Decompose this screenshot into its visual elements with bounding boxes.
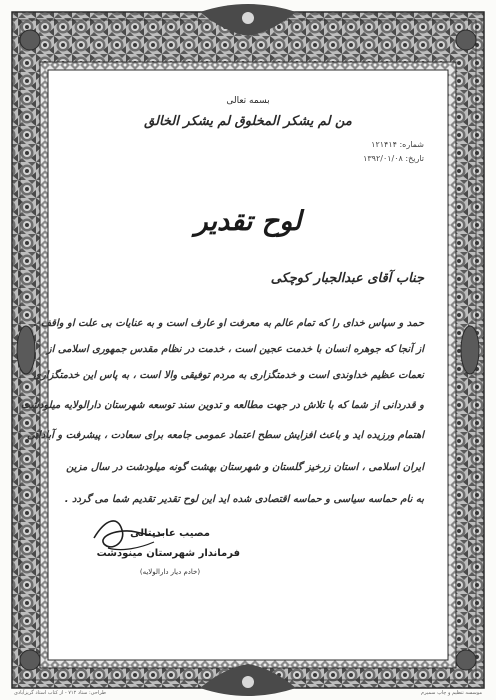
motto-heading: من لم یشکر المخلوق لم یشکر الخالق [144, 114, 352, 129]
signatory-name: مصیب عابدیتالی [130, 528, 210, 539]
body-line: از آنجا که جوهره انسان با خدمت عجین است ، خدمت در نظام مقدس جمهوری اسلامی از [46, 344, 424, 355]
body-line: و قدردانی از شما که با تلاش در جهت مطالعه و تدوین سند توسعه شهرستان دارالولایه میلودشت [20, 400, 424, 411]
bismillah-heading: بسمه تعالی [226, 96, 270, 106]
signatory-subtitle: (خادم دیار دارالولایه) [139, 568, 201, 576]
footer-left-note: طراحی: ستاد ۷۱۲ - از کتاب استاد گریزآبادی [14, 690, 107, 696]
body-line: حمد و سپاس خدای را که تمام عالم به معرفت او عارف است و به عنایات بی علت او واقف . [33, 318, 424, 329]
addressee-line: جناب آقای عبدالجبار کوچکی [270, 271, 424, 286]
document-number: شماره: ۱۲۱۴۱۴ [371, 140, 424, 149]
footer-right-note: موسسه تنظیم و چاپ سمیرم [421, 690, 482, 696]
body-line: ایران اسلامی ، استان زرخیز گلستان و شهرستان بهشت گونه میلودشت در سال مزین [66, 462, 424, 473]
body-line: اهتمام ورزیده اید و باعث افزایش سطح اعتماد عمومی جامعه برای سعادت ، پیشرفت و آبادانی [26, 430, 424, 441]
signatory-title: فرماندار شهرستان مینودشت [96, 548, 240, 559]
certificate-title: لوح تقدیر [194, 206, 302, 237]
document-date: تاریخ: ۱۳۹۲/۰۱/۰۸ [363, 154, 424, 163]
body-line: به نام حماسه سیاسی و حماسه اقتصادی شده اید این لوح تقدیر تقدیم شما می گردد . [64, 494, 424, 505]
body-line: نعمات عظیم خداوندی است و خدمتگزاری به مردم توفیقی والا است ، به پاس این خدمتگزاری [33, 370, 424, 381]
